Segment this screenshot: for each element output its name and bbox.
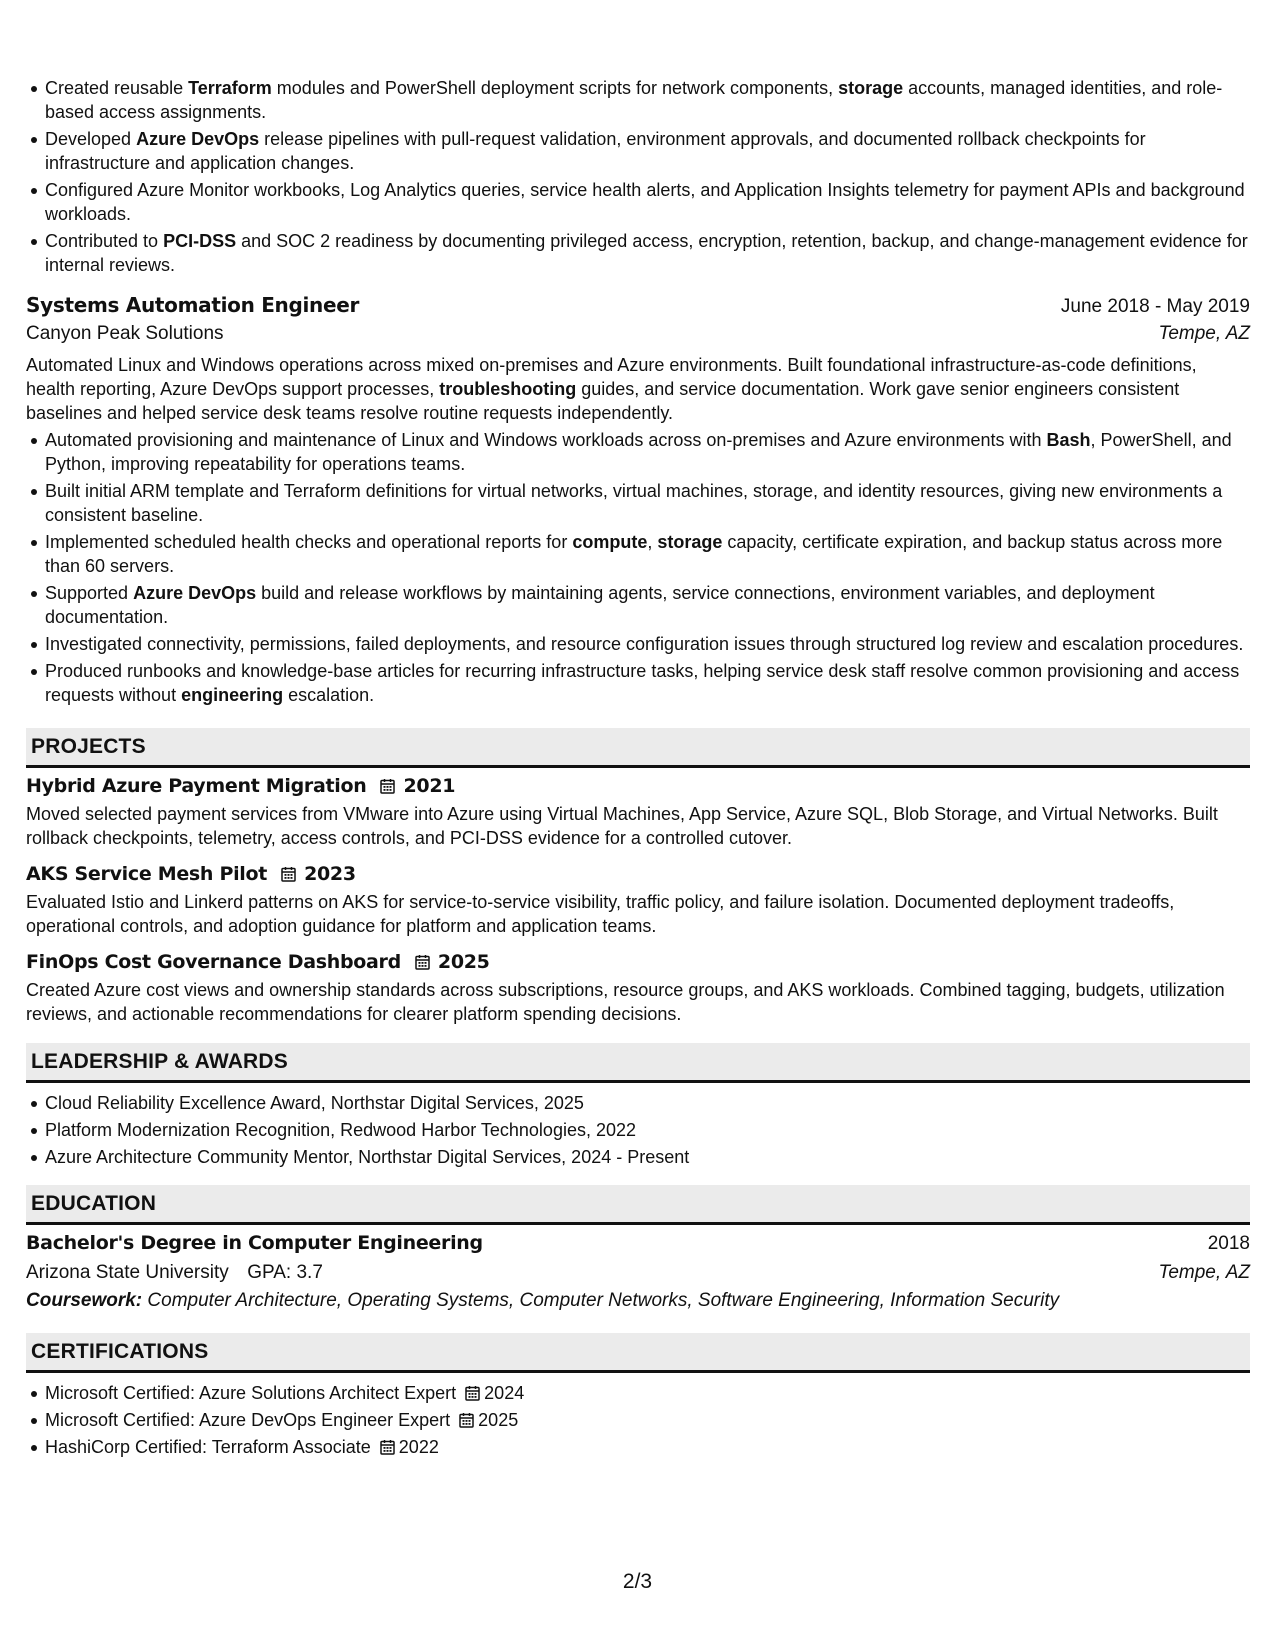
text-segment: Configured Azure Monitor workbooks, Log Analytics queries, service health alerts, and Application Insights telemetry for payment APIs and background workloads. [45,180,1245,224]
list-item [26,479,1250,527]
list-item [26,530,1250,578]
job-bullets [26,428,1250,707]
certification-name: HashiCorp Certified: Terraform Associate [45,1437,376,1457]
text-segment: Contributed to [45,231,164,251]
coursework [26,1290,1250,1312]
certification-name: Microsoft Certified: Azure Solutions Architect Expert [45,1383,462,1403]
job-entry [26,293,1250,707]
certification-item [26,1435,1250,1459]
projects-list [26,775,1250,1026]
text-segment: Investigated connectivity, permissions, failed deployments, and resource configuration issues through structured log review and escalation procedures. [45,634,1244,654]
text-segment: Automated provisioning and maintenance of Linux and Windows workloads across on-premises and Azure environments with [45,430,1047,450]
certification-item [26,1408,1250,1432]
section-heading-awards: LEADERSHIP & AWARDS [26,1043,1250,1083]
calendar-icon [380,778,395,794]
project-item [26,775,1250,850]
text-segment: guides, and service documentation. Work gave senior engineers consistent baselines and helped service desk teams resolve routine requests independently. [26,379,1180,423]
list-item [26,76,1250,124]
text-segment: capacity, certificate expiration, and backup status across more than 60 servers. [45,532,1223,576]
education-subheader [26,1262,1250,1284]
project-description: Moved selected payment services from VMware into Azure using Virtual Machines, App Service, Azure SQL, Blob Storage, and Virtual Networks. Built rollback checkpoints, telemetry, access controls, and PCI-DSS evidence for a controlled cutover. [26,804,1218,848]
list-item [26,632,1250,656]
job-header [26,293,1250,318]
school-location: Tempe, AZ [1158,1262,1250,1283]
text-segment: Produced runbooks and knowledge-base articles for recurring infrastructure tasks, helping service desk staff resolve common provisioning and access requests without [45,661,1240,705]
certification-year: 2025 [478,1410,519,1430]
emphasized-text: troubleshooting [439,379,577,399]
prev-job-bullets [26,76,1250,277]
education-entry [26,1232,1250,1312]
degree-name: Bachelor's Degree in Computer Engineering [26,1232,483,1254]
text-segment: Implemented scheduled health checks and operational reports for [45,532,573,552]
coursework-list: Computer Architecture, Operating Systems, Computer Networks, Software Engineering, Information Security [142,1290,1060,1311]
page-number: 2/3 [622,1570,653,1593]
section-heading-education: EDUCATION [26,1185,1250,1225]
text-segment: Automated Linux and Windows operations across mixed on-premises and Azure environments. Built foundational infrastructure-as-code definitions, health reporting, Azure DevOps support processes, [26,355,1197,399]
coursework-label: Coursework: [26,1290,143,1311]
text-segment: release pipelines with pull-request validation, environment approvals, and documented rollback checkpoints for infrastructure and application changes. [45,129,1146,173]
awards-list [26,1091,1250,1169]
certification-name: Microsoft Certified: Azure DevOps Engineer Expert [45,1410,456,1430]
list-item [26,229,1250,277]
emphasized-text: PCI-DSS [163,231,237,251]
certifications-list [26,1381,1250,1459]
award-item: Cloud Reliability Excellence Award, Northstar Digital Services, 2025 [26,1091,1250,1115]
project-year: 2023 [304,863,356,885]
emphasized-text: storage [657,532,723,552]
project-name: FinOps Cost Governance Dashboard [26,951,401,973]
calendar-icon [281,866,296,882]
list-item [26,659,1250,707]
job-company: Canyon Peak Solutions [26,323,224,344]
education-header [26,1232,1250,1255]
text-segment: and SOC 2 readiness by documenting privileged access, encryption, retention, backup, and change-management evidence for internal reviews. [45,231,1248,275]
project-item [26,951,1250,1026]
text-segment: accounts, managed identities, and role-based access assignments. [45,78,1223,122]
emphasized-text: Terraform [188,78,272,98]
text-segment: , PowerShell, and Python, improving repeatability for operations teams. [45,430,1232,474]
emphasized-text: storage [838,78,904,98]
job-location: Tempe, AZ [1158,323,1250,344]
certification-year: 2024 [484,1383,525,1403]
job-title: Systems Automation Engineer [26,293,360,317]
award-item: Azure Architecture Community Mentor, Northstar Digital Services, 2024 - Present [26,1145,1250,1169]
gpa: GPA: 3.7 [247,1262,323,1283]
list-item [26,428,1250,476]
section-heading-certifications: CERTIFICATIONS [26,1333,1250,1373]
project-item [26,863,1250,938]
text-segment: , [647,532,658,552]
emphasized-text: Azure DevOps [136,129,260,149]
text-segment: Built initial ARM template and Terraform definitions for virtual networks, virtual machines, storage, and identity resources, giving new environments a consistent baseline. [45,481,1223,525]
text-segment: modules and PowerShell deployment scripts for network components, [271,78,839,98]
project-title [26,775,1250,797]
emphasized-text: Bash [1046,430,1091,450]
emphasized-text: Azure DevOps [133,583,257,603]
project-name: AKS Service Mesh Pilot [26,863,268,885]
text-segment: Supported [45,583,134,603]
resume-page [26,76,1250,1462]
project-title [26,951,1250,973]
calendar-icon [380,1439,395,1455]
job-subheader [26,323,1250,345]
section-heading-projects: PROJECTS [26,728,1250,768]
text-segment: escalation. [283,685,375,705]
project-year: 2021 [403,775,456,797]
text-segment: Developed [45,129,137,149]
calendar-icon [459,1412,474,1428]
project-name: Hybrid Azure Payment Migration [26,775,367,797]
project-year: 2025 [437,951,490,973]
project-description: Evaluated Istio and Linkerd patterns on AKS for service-to-service visibility, traffic policy, and failure isolation. Documented deployment tradeoffs, operational controls, and adoption guidance for platform and application teams. [26,892,1175,936]
certification-year: 2022 [398,1437,439,1457]
text-segment: build and release workflows by maintaining agents, service connections, environment variables, and deployment documentation. [45,583,1155,627]
calendar-icon [465,1385,480,1401]
graduation-year: 2018 [1207,1233,1250,1254]
job-dates: June 2018 - May 2019 [1060,296,1250,317]
project-title [26,863,1250,885]
emphasized-text: compute [572,532,648,552]
list-item [26,581,1250,629]
calendar-icon [415,954,430,970]
award-item: Platform Modernization Recognition, Redwood Harbor Technologies, 2022 [26,1118,1250,1142]
school-name: Arizona State University [26,1262,229,1283]
text-segment: Created reusable [45,78,189,98]
certification-item [26,1381,1250,1405]
emphasized-text: engineering [181,685,284,705]
list-item [26,178,1250,226]
job-summary [26,353,1250,425]
project-description: Created Azure cost views and ownership standards across subscriptions, resource groups, and AKS workloads. Combined tagging, budgets, utilization reviews, and actionable recommendations for clearer platform spending decisions. [26,980,1225,1024]
list-item [26,127,1250,175]
